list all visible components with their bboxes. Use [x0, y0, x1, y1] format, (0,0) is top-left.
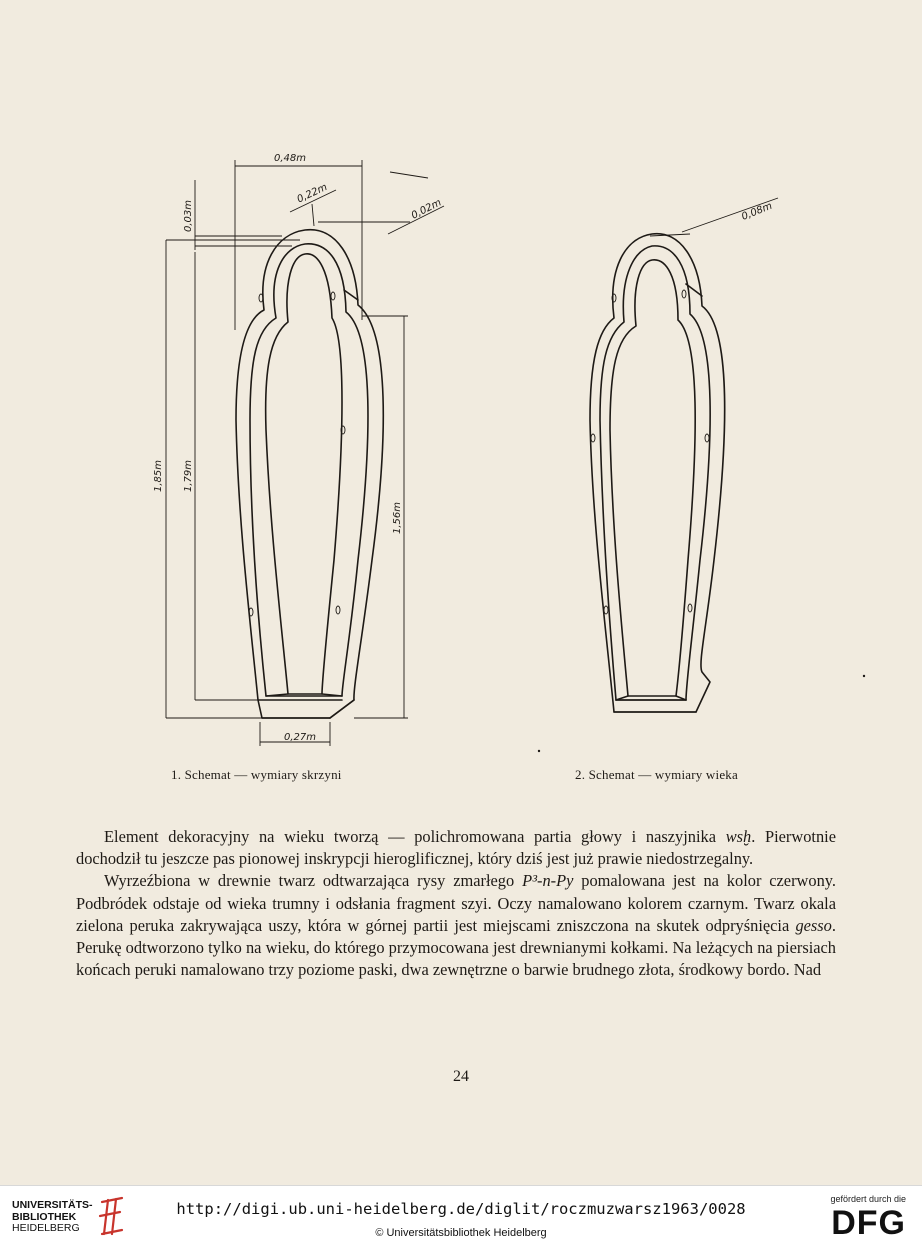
paragraph-1: Element dekoracyjny na wieku tworzą — polichromowana partia głowy i naszyjnika wsḫ. Pierwotnie dochodził tu jeszcze pas pionowej inskrypcji hieroglificznej, który dziś jest już prawie niedostrzegalny. — [76, 827, 836, 869]
dim-wall-thickness: 0,02m — [409, 197, 444, 222]
paper-speck — [538, 750, 540, 752]
library-logo: UNIVERSITÄTS- BIBLIOTHEK HEIDELBERG — [12, 1199, 93, 1234]
term-wsh: wsḫ — [725, 827, 752, 846]
dim-head-height: 0,03m — [183, 199, 194, 232]
dim-top-width: 0,48m — [274, 153, 307, 164]
copyright-notice: © Universitätsbibliothek Heidelberg — [375, 1227, 547, 1239]
dim-head-width: 0,22m — [295, 181, 330, 206]
funding-note: gefördert durch die — [830, 1194, 906, 1204]
document-url-link[interactable]: http://digi.ub.uni-heidelberg.de/diglit/roczmuzwarsz1963/0028 — [176, 1200, 746, 1218]
dfg-logo: DFG — [831, 1204, 906, 1242]
term-gesso: gesso — [795, 915, 832, 935]
body-text — [76, 826, 836, 981]
figure-2-lid-outline — [590, 198, 778, 712]
dim-base-width: 0,27m — [284, 732, 317, 743]
paragraph-2: Wyrzeźbiona w drewnie twarz odtwarzająca rysy zmarłego P³-n-Py pomalowana jest na kolor czerwony. Podbródek odstaje od wieka trumny i odsłania fragment szyi. Oczy namalowano kolorem czarnym. Twarz okala zielona peruka zakrywająca uszy, która w górnej partii jest miejscami zniszczona na skutek odpryśnięcia gesso. Perukę odtworzono tylko na wieku, do którego przymocowana jest drewnianymi kołkami. Na leżących na piersiach końcach peruki namalowano trzy poziome paski, dwa zewnętrzne o barwie brudnego złota, środkowy bordo. Nad — [76, 871, 836, 980]
figure-1-dimension-labels — [153, 153, 443, 743]
name-p-n-py: P³-n-Py — [522, 871, 574, 891]
dim-lid-thickness: 0,08m — [740, 200, 774, 223]
dim-inner-height: 1,79m — [183, 459, 194, 492]
figure-2-caption: 2. Schemat — wymiary wieka — [575, 767, 738, 782]
dim-total-height: 1,85m — [153, 459, 164, 492]
paper-speck — [863, 675, 865, 677]
figure-1-caption: 1. Schemat — wymiary skrzyni — [171, 767, 342, 782]
library-footer — [0, 1185, 922, 1252]
figure-1-chest-outline — [236, 230, 383, 718]
figure-1-dimension-lines — [166, 160, 444, 746]
page-number: 24 — [453, 1068, 469, 1085]
dim-body-height: 1,56m — [392, 501, 403, 534]
